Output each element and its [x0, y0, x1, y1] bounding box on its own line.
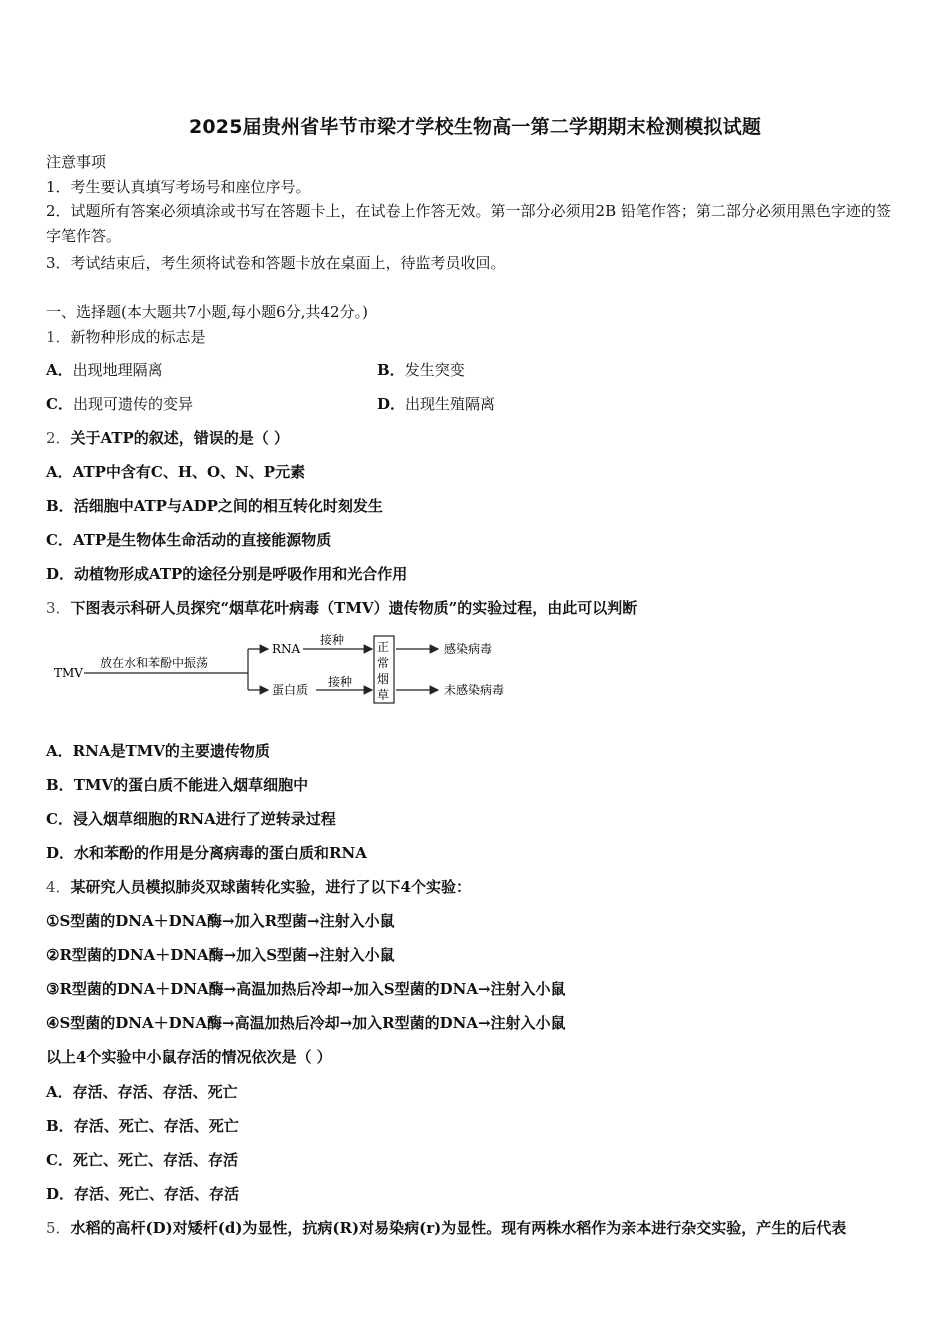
question-stem: 关于ATP的叙述，错误的是（ ）: [70, 429, 290, 447]
option-a: [46, 462, 305, 482]
option-key: B．: [377, 361, 405, 379]
diagram-tmv-label: TMV: [54, 666, 83, 680]
option-key: A．: [46, 463, 73, 481]
option-text: 动植物形成ATP的途径分别是呼吸作用和光合作用: [74, 565, 408, 583]
diagram-inoculate-label: 接种: [320, 633, 345, 647]
diagram-result-infected: 感染病毒: [444, 642, 493, 656]
option-key: D．: [46, 565, 75, 583]
question-5: [46, 1218, 846, 1238]
option-b: [46, 775, 308, 795]
question-stem: 水稻的高杆(D)对矮杆(d)为显性，抗病(R)对易染病(r)为显性。现有两株水稻作为亲本进行杂交实验，产生的后代表: [70, 1219, 847, 1237]
option-text: 存活、存活、存活、死亡: [72, 1083, 238, 1101]
diagram-box-char: 常: [377, 656, 390, 670]
option-key: C．: [46, 1151, 73, 1169]
diagram-protein-label: 蛋白质: [272, 683, 309, 697]
option-text: RNA是TMV的主要遗传物质: [72, 742, 270, 760]
option-text: TMV的蛋白质不能进入烟草细胞中: [73, 776, 309, 794]
notice-item: 2．试题所有答案必须填涂或书写在答题卡上，在试卷上作答无效。第一部分必须用2B 铅笔作答；第二部分必须用黑色字迹的签字笔作答。: [46, 202, 891, 245]
option-b: [377, 360, 465, 380]
diagram-inoculate-label: 接种: [328, 675, 353, 689]
experiment-item: ④S型菌的DNA＋DNA酶→高温加热后冷却→加入R型菌的DNA→注射入小鼠: [46, 1014, 566, 1032]
diagram-box-char: 正: [377, 640, 390, 654]
option-key: B．: [46, 497, 74, 515]
option-a: [46, 741, 270, 761]
question-stem: 某研究人员模拟肺炎双球菌转化实验，进行了以下4个实验：: [70, 878, 471, 896]
option-text: 水和苯酚的作用是分离病毒的蛋白质和RNA: [74, 844, 367, 862]
diagram-rna-label: RNA: [272, 642, 301, 656]
option-text: 活细胞中ATP与ADP之间的相互转化时刻发生: [73, 497, 383, 515]
page-title: 2025届贵州省毕节市梁才学校生物高一第二学期期末检测模拟试题: [188, 116, 762, 138]
option-b: [46, 496, 383, 516]
diagram-box-char: 烟: [377, 672, 390, 686]
question-4: [46, 877, 471, 897]
option-c: [46, 530, 331, 550]
option-text: ATP中含有C、H、O、N、P元素: [72, 463, 306, 481]
option-key: D．: [46, 1185, 75, 1203]
option-c: [46, 394, 193, 414]
option-text: ATP是生物体生命活动的直接能源物质: [72, 531, 332, 549]
question-number: 3．: [46, 599, 71, 617]
question-number: 4．: [46, 878, 71, 896]
notice-item: 3．考试结束后，考生须将试卷和答题卡放在桌面上，待监考员收回。: [46, 254, 506, 272]
option-d: [377, 394, 495, 414]
option-d: [46, 564, 407, 584]
option-text: 出现地理隔离: [72, 361, 163, 379]
question-number: 5．: [46, 1219, 71, 1237]
option-text: 发生突变: [404, 361, 465, 379]
option-d: [46, 843, 367, 863]
option-key: A．: [46, 742, 73, 760]
option-a: [46, 360, 163, 380]
question-stem: 新物种形成的标志是: [70, 328, 206, 346]
option-text: 存活、死亡、存活、存活: [74, 1185, 240, 1203]
option-text: 存活、死亡、存活、死亡: [73, 1117, 239, 1135]
option-text: 死亡、死亡、存活、存活: [72, 1151, 238, 1169]
option-key: C．: [46, 810, 73, 828]
question-1: [46, 327, 206, 347]
section-heading: 一、选择题(本大题共7小题,每小题6分,共42分。): [46, 303, 368, 321]
option-text: 出现生殖隔离: [405, 395, 496, 413]
question-3: [46, 598, 637, 618]
option-key: A．: [46, 1083, 73, 1101]
option-key: A．: [46, 361, 73, 379]
notice-heading: 注意事项: [46, 153, 107, 171]
question-number: 1．: [46, 328, 71, 346]
option-a: [46, 1082, 238, 1102]
diagram-process-label: 放在水和苯酚中振荡: [100, 656, 209, 670]
question-2: [46, 428, 289, 448]
diagram-result-uninfected: 未感染病毒: [444, 683, 505, 697]
tmv-experiment-diagram: [46, 628, 526, 712]
option-key: C．: [46, 395, 73, 413]
question-stem: 下图表示科研人员探究“烟草花叶病毒（TMV）遗传物质”的实验过程，由此可以判断: [70, 599, 638, 617]
option-text: 出现可遗传的变异: [72, 395, 193, 413]
experiment-item: ①S型菌的DNA＋DNA酶→加入R型菌→注射入小鼠: [46, 912, 395, 930]
option-key: B．: [46, 1117, 74, 1135]
diagram-box-char: 草: [377, 688, 390, 702]
question-number: 2．: [46, 429, 71, 447]
notice-item: 1．考生要认真填写考场号和座位序号。: [46, 178, 311, 196]
option-key: B．: [46, 776, 74, 794]
option-b: [46, 1116, 239, 1136]
option-key: D．: [377, 395, 406, 413]
option-key: D．: [46, 844, 75, 862]
option-c: [46, 1150, 238, 1170]
option-key: C．: [46, 531, 73, 549]
option-c: [46, 809, 336, 829]
option-text: 浸入烟草细胞的RNA进行了逆转录过程: [72, 810, 336, 828]
experiment-item: ②R型菌的DNA＋DNA酶→加入S型菌→注射入小鼠: [46, 946, 395, 964]
experiment-item: ③R型菌的DNA＋DNA酶→高温加热后冷却→加入S型菌的DNA→注射入小鼠: [46, 980, 566, 998]
question-prompt: 以上4个实验中小鼠存活的情况依次是（ ）: [46, 1048, 332, 1066]
option-d: [46, 1184, 239, 1204]
